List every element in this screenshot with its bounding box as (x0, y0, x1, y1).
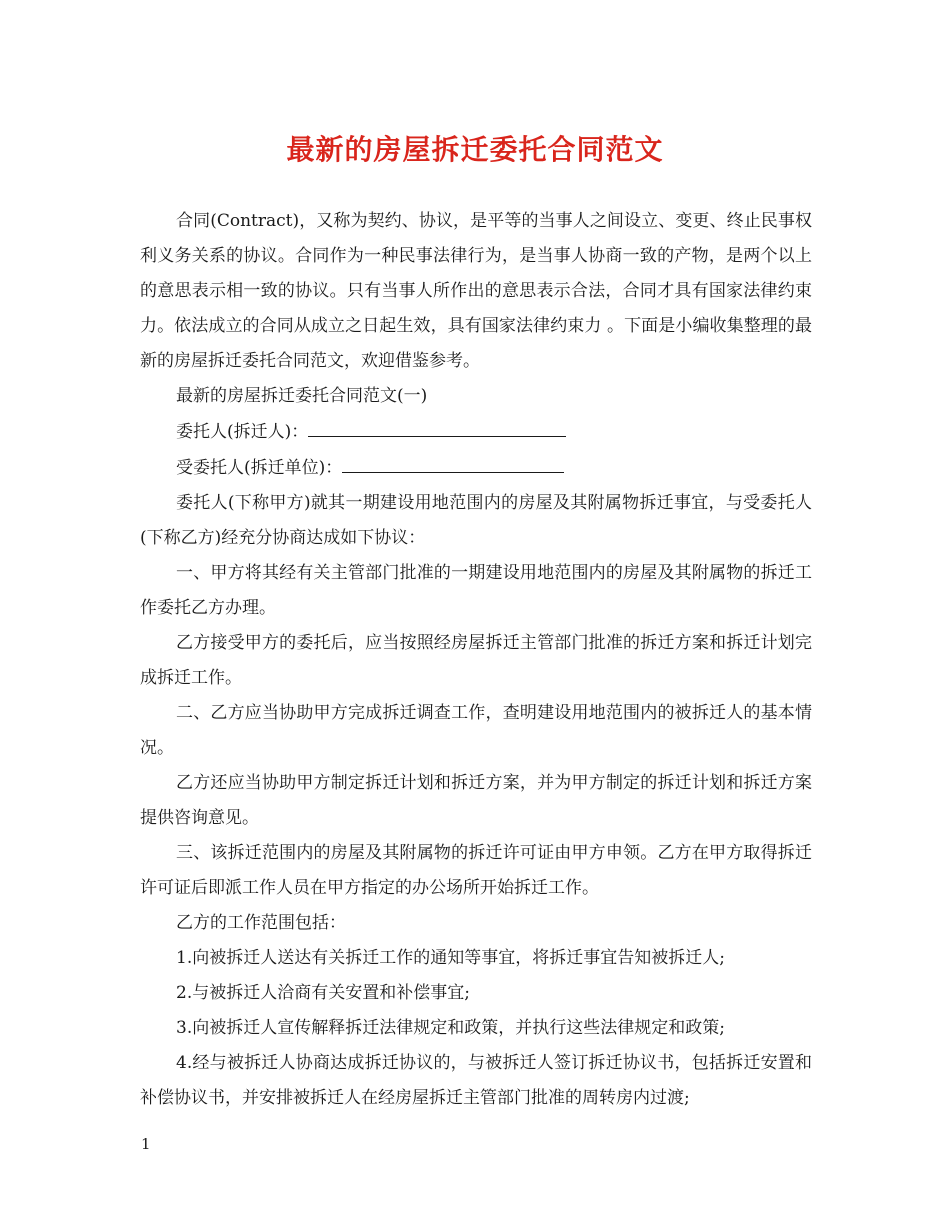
page-number: 1 (141, 1135, 151, 1153)
scope-item-1: 1.向被拆迁人送达有关拆迁工作的通知等事宜，将拆迁事宜告知被拆迁人; (176, 948, 725, 968)
scope-item-4: 4.经与被拆迁人协商达成拆迁协议的，与被拆迁人签订拆迁协议书，包括拆迁安置和补偿协议书，并安排被拆迁人在经房屋拆迁主管部门批准的周转房内过渡; (140, 1053, 812, 1108)
principal-line (140, 414, 812, 450)
document-title: 最新的房屋拆迁委托合同范文 (286, 133, 664, 166)
principal-blank (308, 414, 566, 437)
clause-2: 二、乙方应当协助甲方完成拆迁调查工作，查明建设用地范围内的被拆迁人的基本情况。 (140, 703, 812, 758)
agent-label: 受委托人(拆迁单位)： (176, 458, 343, 478)
intro-paragraph: 合同(Contract)，又称为契约、协议，是平等的当事人之间设立、变更、终止民事权利义务关系的协议。合同作为一种民事法律行为，是当事人协商一致的产物，是两个以上的意思表示相一致的协议。只有当事人所作出的意思表示合法，合同才具有国家法律约束力。依法成立的合同从成立之日起生效，具有国家法律约束力 。下面是小编收集整理的最新的房屋拆迁委托合同范文，欢迎借鉴参考。 (140, 211, 812, 371)
clause-1-continued: 乙方接受甲方的委托后，应当按照经房屋拆迁主管部门批准的拆迁方案和拆迁计划完成拆迁工作。 (140, 633, 812, 688)
clause-1: 一、甲方将其经有关主管部门批准的一期建设用地范围内的房屋及其附属物的拆迁工作委托乙方办理。 (140, 563, 812, 618)
preamble-paragraph: 委托人(下称甲方)就其一期建设用地范围内的房屋及其附属物拆迁事宜，与受委托人(下称乙方)经充分协商达成如下协议： (140, 493, 812, 548)
principal-label: 委托人(拆迁人)： (176, 422, 309, 442)
scope-item-3: 3.向被拆迁人宣传解释拆迁法律规定和政策，并执行这些法律规定和政策; (176, 1018, 725, 1038)
agent-line (140, 450, 812, 486)
clause-3: 三、该拆迁范围内的房屋及其附属物的拆迁许可证由甲方申领。乙方在甲方取得拆迁许可证后即派工作人员在甲方指定的办公场所开始拆迁工作。 (140, 843, 812, 898)
scope-item-2: 2.与被拆迁人洽商有关安置和补偿事宜; (176, 983, 470, 1003)
clause-2-continued: 乙方还应当协助甲方制定拆迁计划和拆迁方案，并为甲方制定的拆迁计划和拆迁方案提供咨询意见。 (140, 773, 812, 828)
document-body (140, 204, 812, 1116)
scope-heading: 乙方的工作范围包括： (176, 913, 346, 933)
section-heading: 最新的房屋拆迁委托合同范文(一) (176, 386, 428, 406)
agent-blank (342, 450, 564, 473)
